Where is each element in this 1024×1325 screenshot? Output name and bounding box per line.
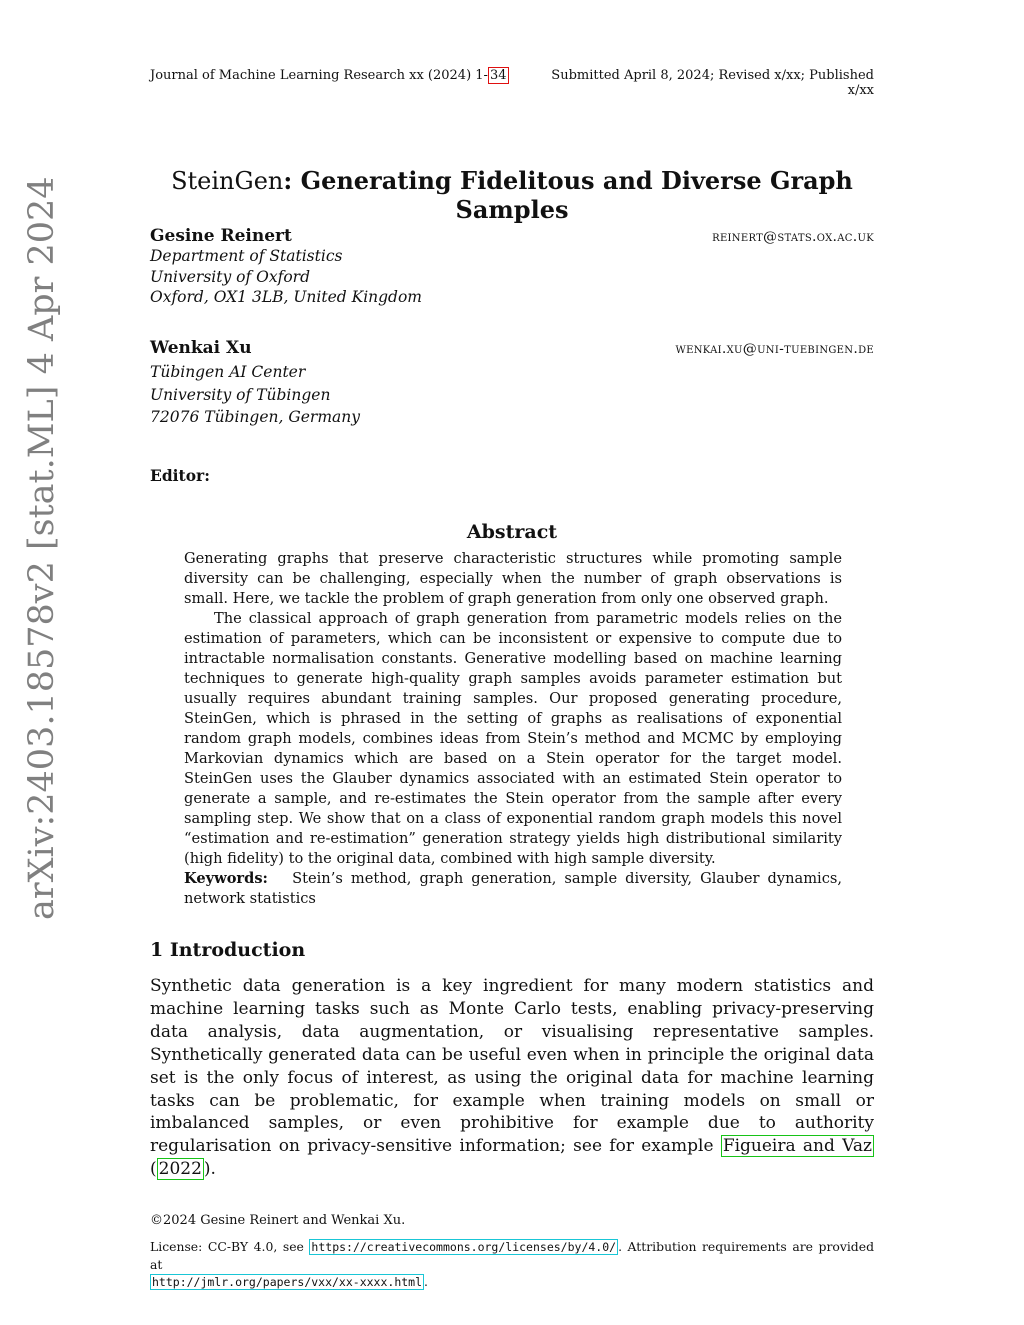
copyright-notice: ©2024 Gesine Reinert and Wenkai Xu.: [150, 1213, 406, 1228]
keywords: [184, 869, 842, 909]
author-affiliation-1: Department of Statistics University of Oxford Oxford, OX1 3LB, United Kingdom: [150, 247, 423, 306]
citation-link-authors[interactable]: Figueira and Vaz: [722, 1136, 872, 1157]
license-url-link[interactable]: https://creativecommons.org/licenses/by/4.0/: [311, 1240, 617, 1254]
journal-header: Journal of Machine Learning Research xx (2024) 1- 34: [150, 68, 507, 83]
keywords-list: Stein’s method, graph generation, sample diversity, Glauber dynamics, network statistics: [184, 870, 843, 907]
paper-title: SteinGen: Generating Fidelitous and Diverse Graph Samples: [171, 166, 853, 224]
introduction-paragraph: Synthetic data generation is a key ingredient for many modern statistics and machine learning tasks such as Monte Carlo tests, enabling privacy-preserving data analysis, data augmentation, or visualising representative samples. Synthetically generated data can be useful even when in principle the original data set is the only focus of interest, as using the original data for machine learning tasks can be problematic, for example when training models on small or imbalanced samples, or even prohibitive for example due to authority regularisation on privacy-sensitive information; see for example Figueira and Vaz ( 2022 ).: [150, 976, 874, 1180]
abstract-paragraph-2: The classical approach of graph generation from parametric models relies on the estimation of parameters, which can be inconsistent or expensive to compute due to intractable normalisation constants. Generative modelling based on machine learning techniques to generate high-quality graph samples avoids parameter estimation but usually requires abundant training samples. Our proposed generating procedure, SteinGen, which is phrased in the setting of graphs as realisations of exponential random graph models, combines ideas from Stein’s method and MCMC by employing Markovian dynamics which are based on a Stein operator for the target model. SteinGen uses the Glauber dynamics associated with an estimated Stein operator to generate a sample, and re-estimates the Stein operator from the sample after every sampling step. We show that on a class of exponential random graph models this novel “estimation and re-estimation” generation strategy yields high distributional similarity (high fidelity) to the original data, combined with high sample diversity.: [184, 610, 842, 867]
author-affiliation-2: Tübingen AI Center University of Tübingen 72076 Tübingen, Germany: [150, 363, 360, 426]
keywords-label: Keywords:: [184, 870, 268, 887]
author-name-1: Gesine Reinert: [150, 226, 292, 246]
abstract-paragraph-1: Generating graphs that preserve characteristic structures while promoting sample diversity can be challenging, especially when the number of graph observations is small. Here, we tackle the problem of graph generation from only one observed graph.: [184, 550, 842, 607]
author-name-2: Wenkai Xu: [150, 338, 252, 358]
abstract-heading: Abstract: [466, 521, 558, 543]
author-email-2[interactable]: wenkai.xu@uni-tuebingen.de: [675, 341, 874, 357]
abstract-body: [184, 549, 842, 909]
license-notice: License: CC-BY 4.0, see https://creativecommons.org/licenses/by/4.0/ . Attribution requirements are provided at http://jmlr.org/papers/vxx/xx-xxxx.html .: [150, 1239, 874, 1289]
editor-label: Editor:: [150, 466, 210, 485]
author-email-1[interactable]: reinert@stats.ox.ac.uk: [712, 229, 874, 245]
arxiv-identifier-stamp: arXiv:2403.18578v2 [stat.ML] 4 Apr 2024: [22, 176, 62, 920]
citation-link-year[interactable]: 2022: [158, 1159, 202, 1180]
submission-status: Submitted April 8, 2024; Revised x/xx; Published x/xx: [551, 68, 874, 98]
section-heading-introduction: 1 Introduction: [150, 939, 306, 961]
pages-end-link[interactable]: 34: [489, 68, 507, 83]
attribution-url-link[interactable]: http://jmlr.org/papers/vxx/xx-xxxx.html: [152, 1275, 423, 1289]
